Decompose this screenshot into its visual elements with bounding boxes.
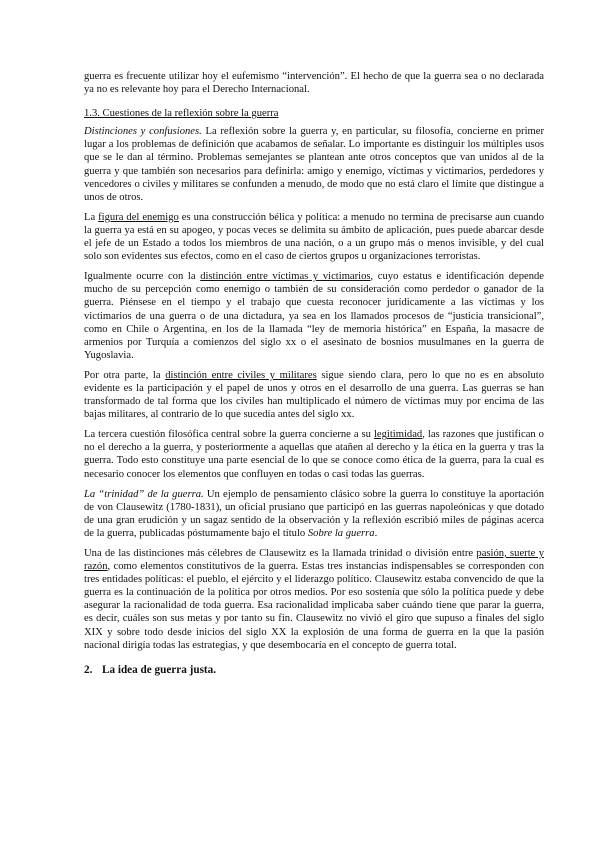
section-title: La idea de guerra justa. (102, 663, 217, 676)
paragraph-enemigo (84, 211, 544, 263)
underlined-term: distinción entre víctimas y victimarios (200, 271, 371, 283)
underlined-term: legitimidad (373, 429, 423, 441)
paragraph-text: La reflexión sobre la guerra y, en particular, su filosofía, concierne en primer lugar a los problemas de definición que acabamos de señalar. Lo importante es distinguir los múltiples usos que se le dan al término. Problemas semejantes se plantean ante otros conceptos que van unidos al de la guerra y que también son necesarios para definirla: amigo y enemigo, víctimas y victimarios, perdedores y vencedores o civiles y militares se confunden a menudo, de modo que no está claro el límite que distingue a unos de otros. (84, 126, 545, 203)
page-content (84, 70, 544, 677)
paragraph-lead: La “trinidad” de la guerra. (84, 488, 204, 500)
section-2-heading (84, 664, 544, 677)
paragraph-legitimidad (84, 428, 544, 480)
book-title: Sobre la guerra (307, 527, 375, 539)
underlined-term: distinción entre civiles y militares (165, 369, 317, 381)
paragraph-clausewitz (84, 547, 544, 652)
paragraph-text: Una de las distinciones más célebres de Clausewitz es la llamada trinidad o división entre (84, 548, 477, 559)
section-heading: 1.3. Cuestiones de la reflexión sobre la guerra (84, 108, 279, 120)
paragraph-text: , cuyo estatus e identificación depende mucho de su percepción como enemigo o también de su consideración como perdedor o ganador de la guerra. Piénsese en el tiempo y el trabajo que cuesta reconocer jurídicamente a las víctimas y los victimarios de una guerra o de una dictadura, ya sea en los llamados procesos de “justicia transicional”, como en Chile o Argentina, en los de la llamada “ley de memoria histórica” en España, la masacre de armenios por Turquía a comienzos del siglo xx o el asesinato de bosnios musulmanes en la guerra de Yugoslavia. (84, 271, 544, 361)
paragraph-trinidad (84, 488, 544, 540)
paragraph-lead: Distinciones y confusiones. (84, 126, 202, 138)
paragraph-text: , como elementos constitutivos de la guerra. Estas tres instancias indispensables se corresponden con tres entidades políticas: el pueblo, el ejército y el liderazgo político. Clausewitz estaba convencido de que la guerra es la continuación de la política por otros medios. Por eso sostenía que sólo la política puede y debe asegurar la racionalidad de toda guerra. Esa racionalidad implicaba saber cuándo tiene que parar la guerra, es decir, cuáles son sus metas y por tanto su fin. Clausewitz no vivió el giro que supuso a finales del siglo XIX y sobre todo desde inicios del siglo XX la explosión de una forma de guerra en la que la pasión nacional dirigía todas las estrategias, y que desembocaría en el concepto de guerra total. (84, 561, 544, 651)
underlined-term: figura del enemigo (98, 211, 179, 223)
paragraph-text: Igualmente ocurre con la (84, 271, 201, 283)
paragraph-text: es una construcción bélica y política: a menudo no termina de precisarse aun cuando la guerra ya está en su apogeo, y pocas veces se delimita su ámbito de aplicación, pues puede abarcar desde el jefe de un Estado a todos los miembros de una nación, o a un grupo más o menos invisible, y del cual solo son evidentes sus efectos, como en el caso de ciertos grupos u organizaciones terroristas. (84, 211, 545, 263)
paragraph-civiles (84, 369, 544, 421)
section-number: 2. (84, 663, 93, 676)
paragraph-distinciones (84, 125, 544, 204)
paragraph-text: La tercera cuestión filosófica central sobre la guerra concierne a su (84, 429, 374, 441)
paragraph-text: La (84, 211, 99, 223)
paragraph-text: , las razones que justifican o no el derecho a la guerra, y posteriormente a aquellas que atañen al derecho y la ética en la guerra y tras la guerra. Todo esto constituye una parte esencial de lo que se conoce como ética de la guerra, para la cual es necesario conocer los elementos que confluyen en todas o casi todas las guerras. (84, 429, 544, 480)
intro-paragraph: guerra es frecuente utilizar hoy el eufemismo “intervención”. El hecho de que la guerra sea o no declarada ya no es relevante hoy para el Derecho Internacional. (84, 71, 544, 96)
paragraph-text: Un ejemplo de pensamiento clásico sobre la guerra lo constituye la aportación de von Clausewitz (1780-1831), un oficial prusiano que participó en las guerras napoleónicas y que dotado de una gran erudición y un sagaz sentido de la observación y la reflexión escribió miles de páginas acerca de la guerra, publicadas póstumamente bajo el título (84, 488, 545, 539)
paragraph-text: Por otra parte, la (84, 369, 166, 381)
paragraph-text: . (374, 527, 378, 539)
underlined-term: pasión, suerte y razón (84, 548, 544, 573)
paragraph-text: sigue siendo clara, pero lo que no es en absoluto evidente es la participación y el papel de unos y otros en el desarrollo de una guerra. Las guerras se han transformado de tal forma que los civiles han multiplicado el número de víctimas muy por encima de las bajas militares, al contrario de lo que sucedía antes del siglo xx. (84, 369, 545, 421)
paragraph-victimas (84, 270, 544, 362)
